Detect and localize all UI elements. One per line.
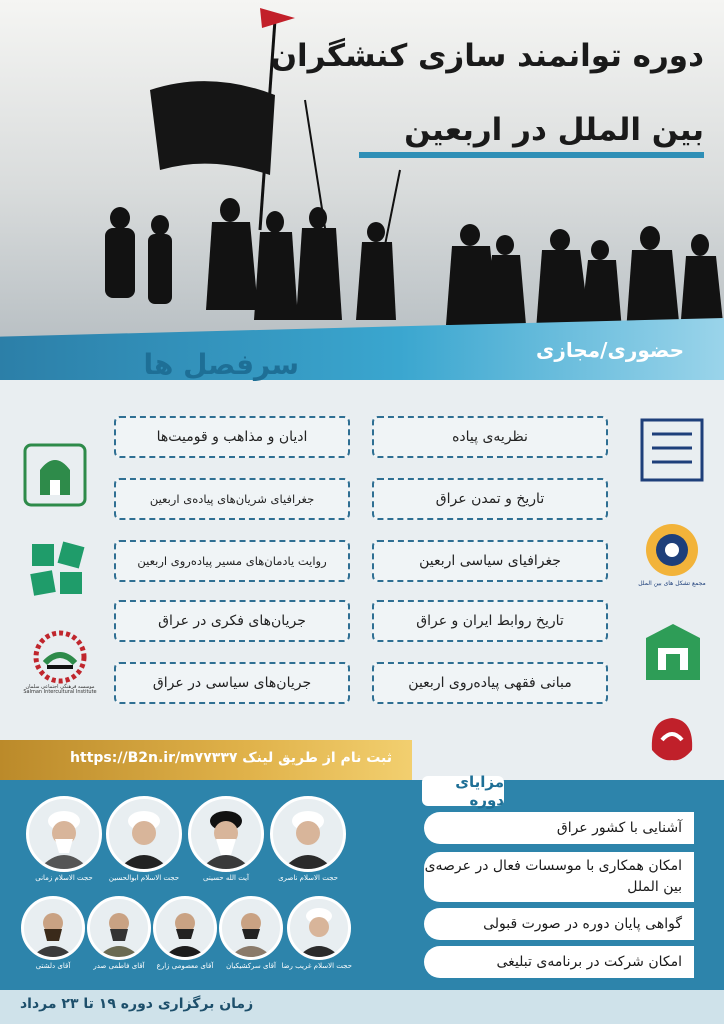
speaker-avatar: [287, 896, 351, 960]
speaker-name: آقای سرکشیکیان: [226, 962, 276, 970]
speaker-avatar: [219, 896, 283, 960]
speaker-name: آقای دلشتی: [35, 962, 71, 970]
topic-item: تاریخ روابط ایران و عراق: [372, 600, 608, 642]
speaker-card: [24, 796, 104, 882]
topic-item: تاریخ و تمدن عراق: [372, 478, 608, 520]
topic-item: جغرافیای شریان‌های پیاده‌ی اربعین: [114, 478, 350, 520]
speaker-avatar: [270, 796, 346, 872]
course-title-line-2: بین الملل در اربعین: [404, 112, 704, 148]
topic-item: مبانی فقهی پیاده‌روی اربعین: [372, 662, 608, 704]
advantages-title: مزایای دوره: [422, 776, 504, 806]
international-assembly-logo: [632, 510, 712, 596]
speaker-name: آقای فاطمی صدر: [93, 962, 145, 970]
advantage-item: گواهی پایان دوره در صورت قبولی: [424, 908, 694, 940]
speaker-name: آقای معصومی زارع: [156, 962, 214, 970]
islamic-revolution-culture-logo: [636, 414, 708, 486]
topic-item: جریان‌های فکری در عراق: [114, 600, 350, 642]
speaker-name: حجت الاسلام ابوالحسین: [108, 874, 180, 882]
topic-item: جریان‌های سیاسی در عراق: [114, 662, 350, 704]
topic-item: ادیان و مذاهب و قومیت‌ها: [114, 416, 350, 458]
assembly-logo-caption: مجمع تشکل های بین الملل: [638, 579, 706, 587]
speaker-card: [104, 796, 184, 882]
green-square-logo: [28, 540, 86, 598]
speaker-card: [186, 796, 266, 882]
speaker-card: [281, 896, 352, 970]
course-title-line-1: دوره توانمند سازی کنشگران: [270, 38, 704, 74]
salman-logo-caption: موسسه فرهنگی اجتماعی سلمان Salman Intercultural Institute: [23, 683, 97, 695]
speaker-card: [20, 896, 86, 970]
advantage-item: امکان همکاری با موسسات فعال در عرصه‌ی بین الملل: [424, 852, 694, 902]
topics-heading: سرفصل ها: [143, 348, 299, 381]
speaker-name: حجت الاسلام غریب رضا: [281, 962, 352, 970]
salman-institute-logo: [18, 622, 102, 702]
speaker-name: حجت الاسلام زمانی: [35, 874, 93, 882]
speaker-card: [86, 896, 152, 970]
mode-label: حضوری/مجازی: [536, 338, 684, 362]
arbaeen-red-logo: [642, 710, 702, 770]
speaker-avatar: [188, 796, 264, 872]
speaker-avatar: [106, 796, 182, 872]
speaker-card: [268, 796, 348, 882]
rasul-mosque-logo: [20, 440, 90, 510]
topic-item: جغرافیای سیاسی اربعین: [372, 540, 608, 582]
speaker-name: حجت الاسلام ناصری: [278, 874, 338, 882]
speaker-name: آیت الله حسینی: [203, 874, 249, 882]
speaker-card: [152, 896, 218, 970]
topic-item: نظریه‌ی پیاده: [372, 416, 608, 458]
course-dates: زمان برگزاری دوره ۱۹ تا ۲۳ مرداد: [20, 996, 254, 1012]
green-building-logo: [640, 620, 706, 686]
registration-bar: [0, 740, 412, 780]
speaker-avatar: [21, 896, 85, 960]
advantage-item: آشنایی با کشور عراق: [424, 812, 694, 844]
title-underline: [359, 152, 704, 158]
speaker-avatar: [153, 896, 217, 960]
advantage-item: امکان شرکت در برنامه‌ی تبلیغی: [424, 946, 694, 978]
hero-banner: [0, 0, 724, 340]
speaker-card: [218, 896, 284, 970]
speaker-avatar: [87, 896, 151, 960]
topic-item: روایت یادمان‌های مسیر پیاده‌روی اربعین: [114, 540, 350, 582]
speaker-avatar: [26, 796, 102, 872]
registration-link[interactable]: ثبت نام از طریق لینک https://B2n.ir/m۷۷۳۳۷: [70, 750, 392, 766]
